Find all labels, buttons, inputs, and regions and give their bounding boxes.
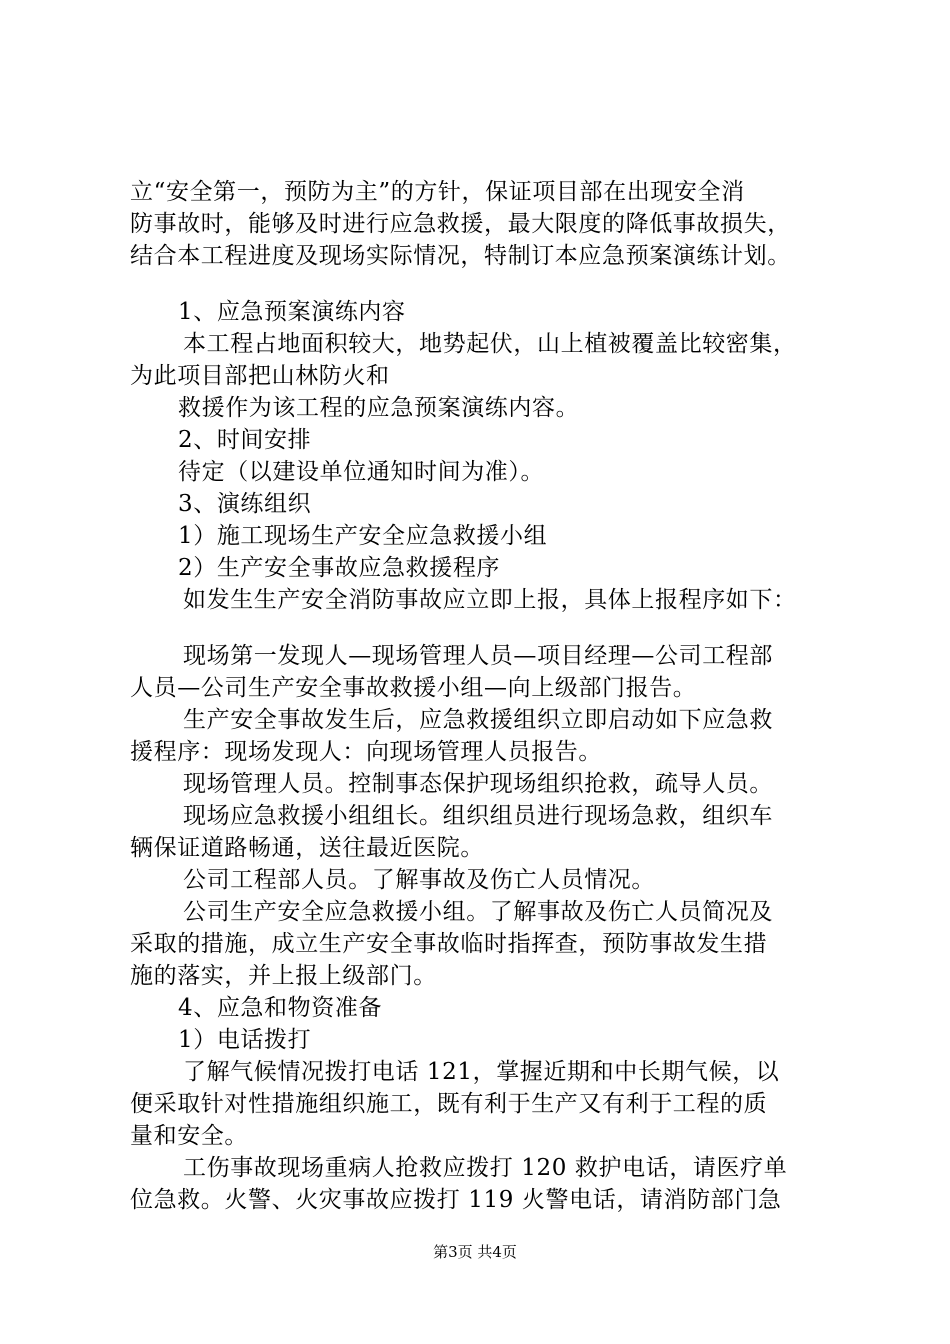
paragraph-line: 现场应急救援小组组长。组织组员进行现场急救，组织车 [183,803,773,829]
paragraph-line: 公司工程部人员。了解事故及伤亡人员情况。 [183,867,655,893]
paragraph-line: 人员—公司生产安全事故救援小组—向上级部门报告。 [130,675,697,701]
section-heading: 3、演练组织 [178,491,312,517]
paragraph-line: 立“安全第一，预防为主”的方针，保证项目部在出现安全消 [130,179,745,205]
paragraph-line: 工伤事故现场重病人抢救应拨打 120 救护电话，请医疗单 [183,1155,788,1181]
paragraph-line: 生产安全事故发生后，应急救援组织立即启动如下应急救 [183,707,773,733]
paragraph-line: 待定（以建设单位通知时间为准）。 [178,459,545,485]
subsection-heading: 1）电话拨打 [178,1027,312,1053]
paragraph-line: 便采取针对性措施组织施工，既有利于生产又有利于工程的质 [130,1091,768,1117]
paragraph-line: 救援作为该工程的应急预案演练内容。 [178,395,580,421]
paragraph-line: 辆保证道路畅通，送往最近医院。 [130,835,484,861]
paragraph-line: 量和安全。 [130,1123,248,1149]
paragraph-line: 了解气候情况拨打电话 121，掌握近期和中长期气候，以 [183,1059,780,1085]
paragraph-line: 施的落实，并上报上级部门。 [130,963,437,989]
section-heading: 4、应急和物资准备 [178,995,383,1021]
section-heading: 2、时间安排 [178,427,312,453]
paragraph-line: 位急救。火警、火灾事故应拨打 119 火警电话，请消防部门急 [130,1187,782,1213]
subsection-heading: 2）生产安全事故应急救援程序 [178,555,501,581]
paragraph-line: 援程序：现场发现人：向现场管理人员报告。 [130,739,602,765]
paragraph-line: 采取的措施，成立生产安全事故临时指挥查，预防事故发生措 [130,931,768,957]
paragraph-line: 结合本工程进度及现场实际情况，特制订本应急预案演练计划。 [130,243,791,269]
paragraph-line: 防事故时，能够及时进行应急救援，最大限度的降低事故损失， [130,211,791,237]
paragraph-line: 公司生产安全应急救援小组。了解事故及伤亡人员简况及 [183,899,773,925]
subsection-heading: 1）施工现场生产安全应急救援小组 [178,523,548,549]
paragraph-line: 如发生生产安全消防事故应立即上报，具体上报程序如下： [183,587,797,613]
page-number-footer: 第3页 共4页 [433,1243,517,1261]
paragraph-line: 现场第一发现人—现场管理人员—项目经理—公司工程部 [183,643,773,669]
paragraph-line: 现场管理人员。控制事态保护现场组织抢救，疏导人员。 [183,771,773,797]
paragraph-line: 为此项目部把山林防火和 [130,363,390,389]
paragraph-line: 本工程占地面积较大，地势起伏，山上植被覆盖比较密集， [183,331,797,357]
section-heading: 1、应急预案演练内容 [178,299,406,325]
